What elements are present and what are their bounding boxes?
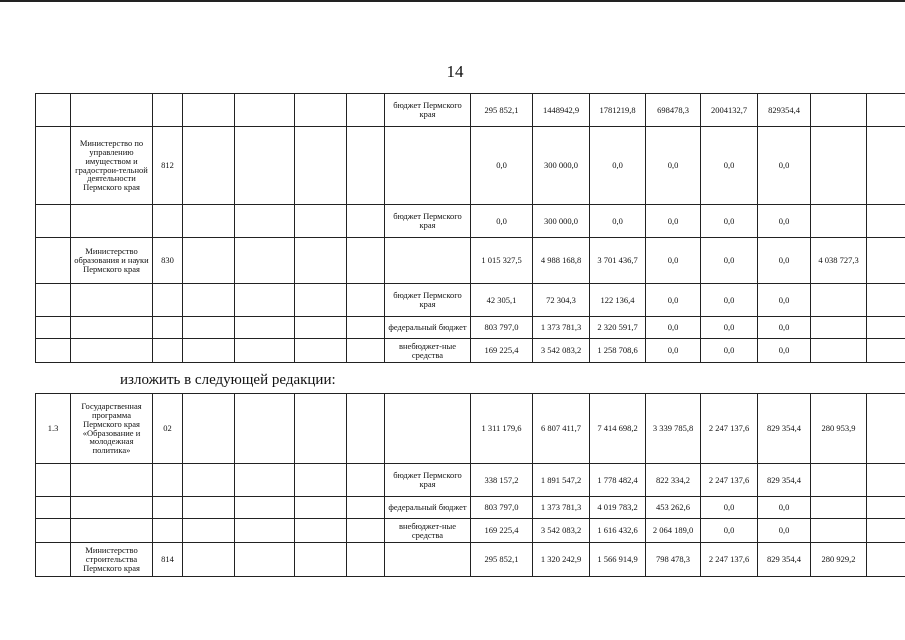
value-cell: 0,0 [701, 497, 758, 519]
row-name [71, 317, 153, 339]
value-cell: 1 778 482,4 [590, 464, 646, 497]
row-source [385, 127, 471, 205]
value-cell: 803 797,0 [471, 317, 533, 339]
empty-cell [867, 543, 905, 577]
value-cell: 0,0 [758, 339, 811, 363]
row-code [153, 497, 183, 519]
value-cell: 0,0 [646, 339, 701, 363]
row-source: бюджет Пермского края [385, 464, 471, 497]
empty-cell [867, 317, 905, 339]
value-cell: 0,0 [646, 284, 701, 317]
table-row [36, 519, 905, 543]
empty-cell [235, 497, 295, 519]
value-cell: 803 797,0 [471, 497, 533, 519]
empty-cell [295, 284, 347, 317]
empty-cell [347, 205, 385, 238]
row-code: 812 [153, 127, 183, 205]
row-name: Министерство строительства Пермского края [71, 543, 153, 577]
value-cell: 295 852,1 [471, 94, 533, 127]
row-code [153, 519, 183, 543]
value-cell: 3 542 083,2 [533, 339, 590, 363]
value-cell: 2 247 137,6 [701, 543, 758, 577]
value-cell: 0,0 [701, 519, 758, 543]
value-cell: 0,0 [646, 317, 701, 339]
row-name [71, 94, 153, 127]
row-name [71, 497, 153, 519]
row-number [36, 284, 71, 317]
table-row [36, 497, 905, 519]
value-cell: 1 320 242,9 [533, 543, 590, 577]
value-cell: 0,0 [758, 238, 811, 284]
row-number [36, 519, 71, 543]
empty-cell [235, 543, 295, 577]
row-number: 1.3 [36, 394, 71, 464]
row-name [71, 339, 153, 363]
empty-cell [235, 94, 295, 127]
value-cell: 0,0 [701, 205, 758, 238]
row-number [36, 497, 71, 519]
value-cell: 0,0 [758, 205, 811, 238]
value-cell: 1781219,8 [590, 94, 646, 127]
empty-cell [295, 238, 347, 284]
value-cell: 0,0 [646, 205, 701, 238]
row-code [153, 284, 183, 317]
empty-cell [183, 205, 235, 238]
empty-cell [347, 519, 385, 543]
empty-cell [867, 497, 905, 519]
empty-cell [867, 394, 905, 464]
value-cell: 0,0 [590, 127, 646, 205]
row-source [385, 238, 471, 284]
row-name: Министерство образования и науки Пермского края [71, 238, 153, 284]
empty-cell [295, 205, 347, 238]
value-cell: 300 000,0 [533, 127, 590, 205]
row-code [153, 94, 183, 127]
section-heading: изложить в следующей редакции: [120, 372, 336, 388]
value-cell: 4 019 783,2 [590, 497, 646, 519]
value-cell: 0,0 [471, 205, 533, 238]
value-cell [811, 519, 867, 543]
value-cell: 280 929,2 [811, 543, 867, 577]
value-cell: 6 807 411,7 [533, 394, 590, 464]
value-cell: 1 616 432,6 [590, 519, 646, 543]
value-cell: 829 354,4 [758, 464, 811, 497]
row-source [385, 543, 471, 577]
value-cell [811, 464, 867, 497]
value-cell [811, 317, 867, 339]
empty-cell [235, 394, 295, 464]
value-cell: 1 891 547,2 [533, 464, 590, 497]
table-row [36, 205, 905, 238]
value-cell: 4 988 168,8 [533, 238, 590, 284]
value-cell: 0,0 [646, 238, 701, 284]
value-cell: 0,0 [701, 317, 758, 339]
table-row [36, 127, 905, 205]
empty-cell [867, 284, 905, 317]
empty-cell [295, 519, 347, 543]
value-cell: 72 304,3 [533, 284, 590, 317]
empty-cell [235, 238, 295, 284]
value-cell [811, 94, 867, 127]
table-row [36, 238, 905, 284]
value-cell: 1 311 179,6 [471, 394, 533, 464]
empty-cell [295, 94, 347, 127]
empty-cell [295, 339, 347, 363]
row-name: Государственная программа Пермского края «Образование и молодежная политика» [71, 394, 153, 464]
empty-cell [235, 284, 295, 317]
scan-top-edge [0, 0, 905, 2]
row-name [71, 205, 153, 238]
empty-cell [183, 394, 235, 464]
row-code: 814 [153, 543, 183, 577]
row-name [71, 284, 153, 317]
empty-cell [183, 317, 235, 339]
row-number [36, 339, 71, 363]
row-name: Министерство по управлению имуществом и градострои-тельной деятельности Пермского края [71, 127, 153, 205]
value-cell: 3 339 785,8 [646, 394, 701, 464]
value-cell: 0,0 [758, 127, 811, 205]
empty-cell [235, 339, 295, 363]
value-cell: 453 262,6 [646, 497, 701, 519]
table-row [36, 543, 905, 577]
empty-cell [347, 317, 385, 339]
empty-cell [183, 127, 235, 205]
empty-cell [183, 497, 235, 519]
empty-cell [183, 339, 235, 363]
empty-cell [347, 497, 385, 519]
value-cell: 698478,3 [646, 94, 701, 127]
empty-cell [183, 238, 235, 284]
value-cell: 1448942,9 [533, 94, 590, 127]
empty-cell [295, 127, 347, 205]
row-source: внебюджет-ные средства [385, 339, 471, 363]
empty-cell [347, 94, 385, 127]
empty-cell [183, 464, 235, 497]
table-after [35, 393, 905, 577]
value-cell: 1 373 781,3 [533, 497, 590, 519]
row-code: 830 [153, 238, 183, 284]
value-cell: 1 373 781,3 [533, 317, 590, 339]
empty-cell [347, 284, 385, 317]
value-cell: 122 136,4 [590, 284, 646, 317]
row-code [153, 464, 183, 497]
empty-cell [347, 543, 385, 577]
empty-cell [235, 127, 295, 205]
empty-cell [347, 339, 385, 363]
value-cell [811, 127, 867, 205]
value-cell: 829354,4 [758, 94, 811, 127]
value-cell: 0,0 [701, 127, 758, 205]
row-code: 02 [153, 394, 183, 464]
value-cell [811, 339, 867, 363]
empty-cell [867, 519, 905, 543]
empty-cell [295, 464, 347, 497]
row-number [36, 238, 71, 284]
value-cell: 829 354,4 [758, 394, 811, 464]
value-cell [811, 497, 867, 519]
empty-cell [295, 394, 347, 464]
empty-cell [295, 543, 347, 577]
table-row [36, 394, 905, 464]
value-cell: 7 414 698,2 [590, 394, 646, 464]
value-cell: 169 225,4 [471, 339, 533, 363]
row-code [153, 205, 183, 238]
value-cell: 822 334,2 [646, 464, 701, 497]
empty-cell [235, 464, 295, 497]
value-cell: 2 247 137,6 [701, 464, 758, 497]
value-cell: 3 701 436,7 [590, 238, 646, 284]
table-row [36, 284, 905, 317]
value-cell: 42 305,1 [471, 284, 533, 317]
empty-cell [867, 464, 905, 497]
row-source: бюджет Пермского края [385, 284, 471, 317]
table-row [36, 339, 905, 363]
empty-cell [867, 339, 905, 363]
empty-cell [867, 127, 905, 205]
value-cell [811, 205, 867, 238]
table-row [36, 464, 905, 497]
empty-cell [347, 464, 385, 497]
value-cell: 2004132,7 [701, 94, 758, 127]
row-code [153, 339, 183, 363]
table-before [35, 93, 905, 363]
value-cell: 0,0 [646, 127, 701, 205]
empty-cell [235, 519, 295, 543]
empty-cell [235, 205, 295, 238]
value-cell: 2 247 137,6 [701, 394, 758, 464]
row-source: федеральный бюджет [385, 317, 471, 339]
value-cell: 295 852,1 [471, 543, 533, 577]
row-number [36, 317, 71, 339]
value-cell [811, 284, 867, 317]
value-cell: 1 566 914,9 [590, 543, 646, 577]
value-cell: 0,0 [758, 317, 811, 339]
value-cell: 798 478,3 [646, 543, 701, 577]
value-cell: 300 000,0 [533, 205, 590, 238]
row-number [36, 543, 71, 577]
value-cell: 1 015 327,5 [471, 238, 533, 284]
row-number [36, 127, 71, 205]
value-cell: 4 038 727,3 [811, 238, 867, 284]
value-cell: 0,0 [758, 519, 811, 543]
row-name [71, 519, 153, 543]
value-cell: 1 258 708,6 [590, 339, 646, 363]
empty-cell [867, 205, 905, 238]
empty-cell [867, 94, 905, 127]
empty-cell [347, 238, 385, 284]
row-source: бюджет Пермского края [385, 94, 471, 127]
value-cell: 169 225,4 [471, 519, 533, 543]
table-row [36, 317, 905, 339]
page-number: 14 [446, 62, 464, 81]
value-cell: 0,0 [701, 238, 758, 284]
value-cell: 0,0 [590, 205, 646, 238]
value-cell: 338 157,2 [471, 464, 533, 497]
row-source: бюджет Пермского края [385, 205, 471, 238]
empty-cell [183, 543, 235, 577]
row-number [36, 205, 71, 238]
table-row [36, 94, 905, 127]
row-source: федеральный бюджет [385, 497, 471, 519]
row-source [385, 394, 471, 464]
value-cell: 2 320 591,7 [590, 317, 646, 339]
value-cell: 0,0 [471, 127, 533, 205]
empty-cell [183, 94, 235, 127]
empty-cell [295, 317, 347, 339]
value-cell: 829 354,4 [758, 543, 811, 577]
row-number [36, 94, 71, 127]
empty-cell [867, 238, 905, 284]
value-cell: 3 542 083,2 [533, 519, 590, 543]
value-cell: 2 064 189,0 [646, 519, 701, 543]
row-source: внебюджет-ные средства [385, 519, 471, 543]
row-code [153, 317, 183, 339]
value-cell: 280 953,9 [811, 394, 867, 464]
row-number [36, 464, 71, 497]
value-cell: 0,0 [758, 497, 811, 519]
empty-cell [183, 284, 235, 317]
row-name [71, 464, 153, 497]
value-cell: 0,0 [701, 339, 758, 363]
empty-cell [235, 317, 295, 339]
empty-cell [347, 394, 385, 464]
value-cell: 0,0 [758, 284, 811, 317]
empty-cell [295, 497, 347, 519]
empty-cell [347, 127, 385, 205]
empty-cell [183, 519, 235, 543]
value-cell: 0,0 [701, 284, 758, 317]
